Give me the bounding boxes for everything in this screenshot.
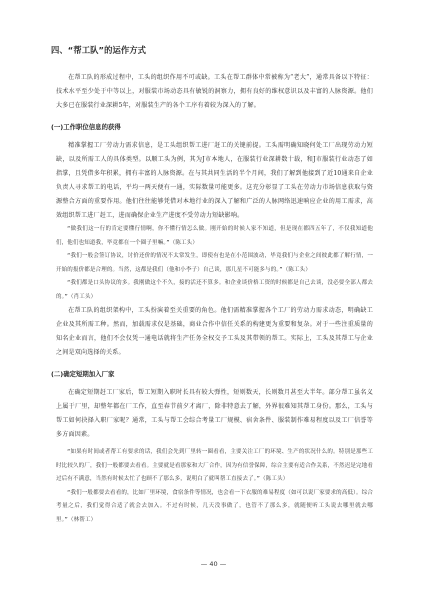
- interview-quote: “做我们这一行的肯定要懂行情啊，你不懂行情怎么做。刚开始的时候人家不知道，但是现在都四五年了，不仅我知道他们，他们也知道我，毕竟都在一个圈子里嘛。”（陈工头）: [56, 226, 373, 246]
- interview-quote: “我们一般会签订协议，讨价还价的情况不太常发生，即使有也是在小范围波动，毕竟我们与企业之间彼此都了解行情，一开始的报价都是合理的。当然，这都是我们（他和小李子）自己谈，那几星不可能多与的。”（陈工头）: [56, 253, 373, 273]
- subsection-2-paragraph: 在确定短期赶工厂家后，帮工短期入职时长具有较大弹性，短则数天，长则数月甚至大半年。部分帮工虽名义上属于厂里，却整年都在厂工作，直至春节前夕才离厂，除非特意去了解，外界很难知其帮工身份。那么，工头与帮工如何抉择入职厂家呢？通常，工头与帮工会综合考量工厂规模、宿舍条件、服装制作难易程度以及工厂信誉等多方面因素。: [56, 389, 373, 438]
- page-number: — 40 —: [200, 560, 227, 568]
- section-title: 四、“帮工队”的运作方式: [51, 45, 147, 55]
- subsection-heading-2: (二)确定短期加入厂家: [51, 370, 115, 378]
- page-content: [51, 44, 373, 527]
- intro-paragraph: 在帮工队的形成过程中，工头的组织作用不可或缺。工头在帮工群体中常被称为“老大”，通常具备以下特征：技术水平至少处于中等以上，对服装市场动态具有敏锐的洞察力，拥有良好的维权意识以及丰富的人脉资源。他们大多已在服装行业深耕5年，对服装生产的各个工序有着较为深入的了解。: [56, 74, 373, 109]
- interview-quote: “我们都是口头协议的多。我刚做这个不久，接的活还不算多。和企业谈价格工资的时候都是自己去谈，没必要全部人都去的。”（肖工头）: [56, 280, 373, 300]
- interview-quote: “如果有时间或者帮工有要求的话，我们会先到厂里转一圈看看，主要关注工厂的环境、生产的状况什么的。特别是那些工时比较久的厂，我们一般都要去看看。主要就是看那家和大厂合作，因为有信誉保障，综合主要有适合作关系，不然迟是完地看过后有不满意，当然有时候太忙了也顾不了那么多，说明白了就叫帮工直接去了。”（陈工头）: [56, 449, 373, 482]
- interview-quote: “我们一般都要去看看的，比如厂里环境，食宿条件等情况，也会看一下衣服的难易程度（如可以说厂家要求的高低）。综合考量之后，我们觉得合适了就会去加入。不过有时候，几天没事做了，也管不了那么多，就随便听工头说去哪里就去哪里。”（林帮工）: [56, 489, 373, 523]
- subsection-1-paragraph: 精准掌握工厂劳动力需求信息，是工头组织帮工进厂赶工的关键前提。工头需明确知晓何处工厂出现劳动力短缺，以及所需工人的具体类型。以顺工头为例，其为J市本地人，在服装行业深耕数十载，和J市服装行业动态了如指掌，且凭借多年积累，拥有丰富的人脉资源。在与其共同生活的半个月间，我们了解到他接到了近10通来自企业负责人寻求帮工的电话，平均一两天便有一通，实际数量可能更多。这充分彰显了工头在劳动力市场信息获取与资源整合方面的重要作用。他们往往能够凭借对本地行业的深入了解和广泛的人脉网络迅速响应企业的用工需求，高效组织帮工进厂赶工，进而确保企业生产进度不受劳动力短缺影响。: [56, 142, 373, 219]
- subsection-1-paragraph-2: 在帮工队的组织架构中，工头扮演着至关重要的角色。他们需精准掌握各个工厂的劳动力需求动态，明确缺工企业及其所需工种。然而，加载需求仅是基础，商业合作中信任关系的构建更为重要和复杂。对于一些注重质量的知名企业而言，他们不会仅凭一通电话就将生产任务全权交予工头及其带领的帮工。实际上，工头及其帮工与企业之间是双向选择的关系。: [56, 307, 373, 356]
- subsection-heading-1: (一)工作职位信息的获得: [51, 123, 121, 131]
